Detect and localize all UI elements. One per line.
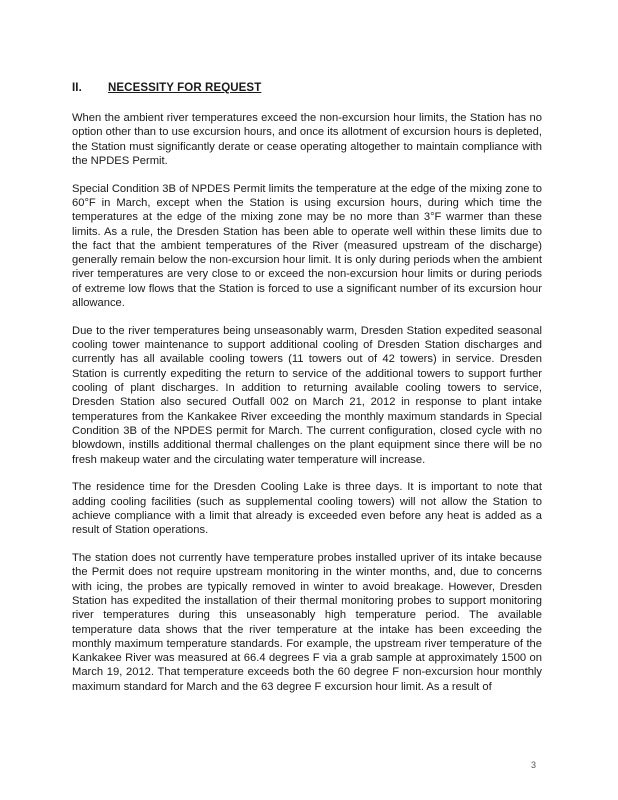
paragraph-excursion-hours: When the ambient river temperatures exceed the non-excursion hour limits, the Station has no option other than to use excursion hours, and once its allotment of excursion hours is depleted, the Station must significantly derate or cease operating altogether to maintain compliance with the NPDES Permit. [72, 112, 542, 167]
section-title: NECESSITY FOR REQUEST [108, 82, 262, 94]
section-heading [72, 82, 261, 94]
section-number: II. [72, 82, 82, 94]
paragraph-temperature-probes: The station does not currently have temperature probes installed upriver of its intake because the Permit does not require upstream monitoring in the winter months, and, due to concerns with icing, the probes are typically removed in winter to avoid breakage. However, Dresden Station has expedited the installation of their thermal monitoring probes to support monitoring river temperatures during this unseasonably high temperature period. The available temperature data shows that the river temperature at the intake has been exceeding the monthly maximum temperature standards. For example, the upstream river temperature of the Kankakee River was measured at 66.4 degrees F via a grab sample at approximately 1500 on March 19, 2012. That temperature exceeds both the 60 degree F non-excursion hour monthly maximum standard for March and the 63 degree F excursion hour limit. As a result of [72, 552, 542, 693]
paragraph-cooling-towers: Due to the river temperatures being unseasonably warm, Dresden Station expedited seasonal cooling tower maintenance to support additional cooling of Dresden Station discharges and currently has all available cooling towers (11 towers out of 42 towers) in service. Dresden Station is currently expediting the return to service of the additional towers to support further cooling of plant discharges. In addition to returning available cooling towers to service, Dresden Station also secured Outfall 002 on March 21, 2012 in response to plant intake temperatures from the Kankakee River exceeding the monthly maximum standards in Special Condition 3B of the NPDES permit for March. The current configuration, closed cycle with no blowdown, instills additional thermal challenges on the plant equipment since there will be no fresh makeup water and the circulating water temperature will increase. [72, 324, 542, 466]
body-text [72, 111, 542, 707]
paragraph-residence-time: The residence time for the Dresden Cooling Lake is three days. It is important to note that adding cooling facilities (such as supplemental cooling towers) will not allow the Station to achieve compliance with a limit that already is exceeded even before any heat is added as a result of Station operations. [72, 481, 542, 537]
paragraph-special-condition: Special Condition 3B of NPDES Permit limits the temperature at the edge of the mixing zone to 60°F in March, except when the Station is using excursion hours, during which time the temperatures at the edge of the mixing zone may be no more than 3°F warmer than these limits. As a rule, the Dresden Station has been able to operate well within these limits due to the fact that the ambient temperatures of the River (measured upstream of the discharge) generally remain below the non-excursion hour limit. It is only during periods when the ambient river temperatures are very close to or exceed the non-excursion hour limits or during periods of extreme low flows that the Station is forced to use a significant number of its excursion hour allowance. [72, 182, 542, 310]
page-number: 3 [531, 760, 537, 770]
